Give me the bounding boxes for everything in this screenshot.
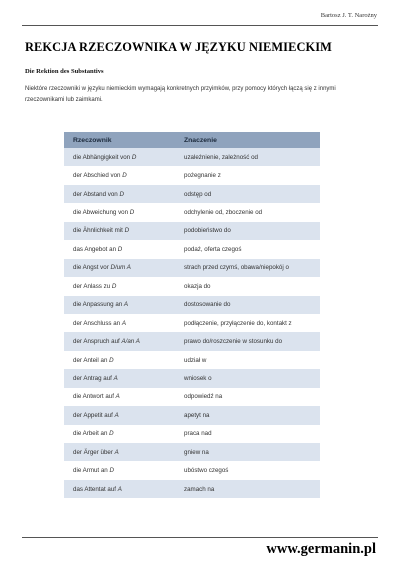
table-row	[64, 351, 320, 369]
noun-text: die Abweichung von	[73, 209, 130, 217]
noun-cell	[64, 296, 175, 314]
table-row	[64, 277, 320, 295]
noun-text: der Ärger über	[73, 448, 115, 456]
noun-cell	[64, 332, 175, 350]
meaning-cell: zamach na	[175, 480, 320, 498]
meaning-cell: okazja do	[175, 277, 320, 295]
noun-cell	[64, 203, 175, 221]
noun-cell	[64, 351, 175, 369]
noun-cell	[64, 314, 175, 332]
noun-cell	[64, 148, 175, 166]
meaning-cell: gniew na	[175, 443, 320, 461]
noun-cell	[64, 425, 175, 443]
table-row	[64, 222, 320, 240]
case-marker: A	[114, 448, 119, 456]
noun-text: der Appetit auf	[73, 411, 115, 419]
noun-text: die Anpassung an	[73, 301, 124, 309]
noun-text: der Abschied von	[73, 172, 123, 180]
column-header-noun: Rzeczownik	[64, 132, 175, 148]
noun-cell	[64, 277, 175, 295]
table-row	[64, 259, 320, 277]
meaning-cell: podobieństwo do	[175, 222, 320, 240]
case-marker: D	[119, 190, 124, 198]
header-rule	[22, 25, 378, 26]
noun-text: der Anteil an	[73, 356, 110, 364]
case-marker: D	[109, 356, 114, 364]
case-marker: D	[129, 209, 135, 217]
rektion-table	[64, 132, 320, 498]
noun-text: das Attentat auf	[73, 485, 118, 493]
meaning-cell: uzależnienie, zależność od	[175, 148, 320, 166]
noun-text: das Angebot an	[73, 245, 118, 253]
table-row	[64, 480, 320, 498]
case-marker: A	[114, 411, 119, 419]
case-marker: A	[113, 374, 118, 382]
page-title: REKCJA RZECZOWNIKA W JĘZYKU NIEMIECKIM	[25, 40, 332, 54]
table-row	[64, 296, 320, 314]
noun-cell	[64, 406, 175, 424]
case-marker: A	[121, 319, 126, 327]
noun-text: die Antwort auf	[73, 393, 116, 401]
noun-cell	[64, 240, 175, 258]
noun-cell	[64, 443, 175, 461]
case-marker: D/um A	[110, 264, 131, 272]
table-row	[64, 369, 320, 387]
case-marker: A/an A	[121, 338, 140, 346]
meaning-cell: praca nad	[175, 425, 320, 443]
table-row	[64, 406, 320, 424]
case-marker: D	[111, 282, 117, 290]
table-row	[64, 388, 320, 406]
table-row	[64, 166, 320, 184]
meaning-cell: dostosowanie do	[175, 296, 320, 314]
meaning-cell: wniosek o	[175, 369, 320, 387]
footer-website: www.germanin.pl	[266, 541, 376, 557]
noun-cell	[64, 259, 175, 277]
meaning-cell: strach przed czymś, obawa/niepokój o	[175, 259, 320, 277]
table-row	[64, 185, 320, 203]
meaning-cell: ubóstwo czegoś	[175, 461, 320, 479]
case-marker: D	[109, 430, 114, 438]
noun-cell	[64, 185, 175, 203]
meaning-cell: pożegnanie z	[175, 166, 320, 184]
case-marker: A	[115, 393, 120, 401]
meaning-cell: udział w	[175, 351, 320, 369]
noun-cell	[64, 388, 175, 406]
case-marker: D	[122, 172, 127, 180]
case-marker: D	[131, 153, 137, 161]
noun-text: die Ähnlichkeit mit	[73, 227, 125, 235]
author-name: Bartosz J. T. Narożny	[320, 12, 377, 19]
meaning-cell: odpowiedź na	[175, 388, 320, 406]
table-header-row	[64, 132, 320, 148]
table-row	[64, 425, 320, 443]
footer-rule	[22, 537, 378, 538]
table-row	[64, 314, 320, 332]
noun-cell	[64, 222, 175, 240]
table-row	[64, 203, 320, 221]
table-row	[64, 240, 320, 258]
case-marker: A	[117, 485, 122, 493]
noun-text: die Angst vor	[73, 264, 111, 272]
noun-cell	[64, 166, 175, 184]
table-row	[64, 461, 320, 479]
noun-cell	[64, 369, 175, 387]
meaning-cell: prawo do/roszczenie w stosunku do	[175, 332, 320, 350]
noun-cell	[64, 480, 175, 498]
column-header-meaning: Znaczenie	[175, 132, 320, 148]
noun-text: der Anspruch auf	[73, 338, 122, 346]
meaning-cell: podłączenie, przyłączenie do, kontakt z	[175, 314, 320, 332]
meaning-cell: odchylenie od, zboczenie od	[175, 203, 320, 221]
meaning-cell: podaż, oferta czegoś	[175, 240, 320, 258]
noun-text: der Abstand von	[73, 190, 120, 198]
intro-paragraph: Niektóre rzeczowniki w języku niemieckim wymagają konkretnych przyimków, przy pomocy których łączą się z innymi rzeczownikami lub zaimkami.	[25, 86, 336, 103]
table-row	[64, 443, 320, 461]
case-marker: D	[124, 227, 130, 235]
table-row	[64, 332, 320, 350]
table-row	[64, 148, 320, 166]
meaning-cell: apetyt na	[175, 406, 320, 424]
noun-cell	[64, 461, 175, 479]
case-marker: D	[109, 467, 114, 475]
case-marker: D	[117, 245, 123, 253]
noun-text: die Arbeit an	[73, 430, 110, 438]
noun-text: die Abhängigkeit von	[73, 153, 132, 161]
noun-text: die Armut an	[73, 467, 110, 475]
page-subtitle: Die Rektion des Substantivs	[25, 68, 104, 75]
noun-text: der Antrag auf	[73, 374, 114, 382]
meaning-cell: odstęp od	[175, 185, 320, 203]
noun-text: der Anschluss an	[73, 319, 122, 327]
case-marker: A	[123, 301, 129, 309]
noun-text: der Anlass zu	[73, 282, 112, 290]
